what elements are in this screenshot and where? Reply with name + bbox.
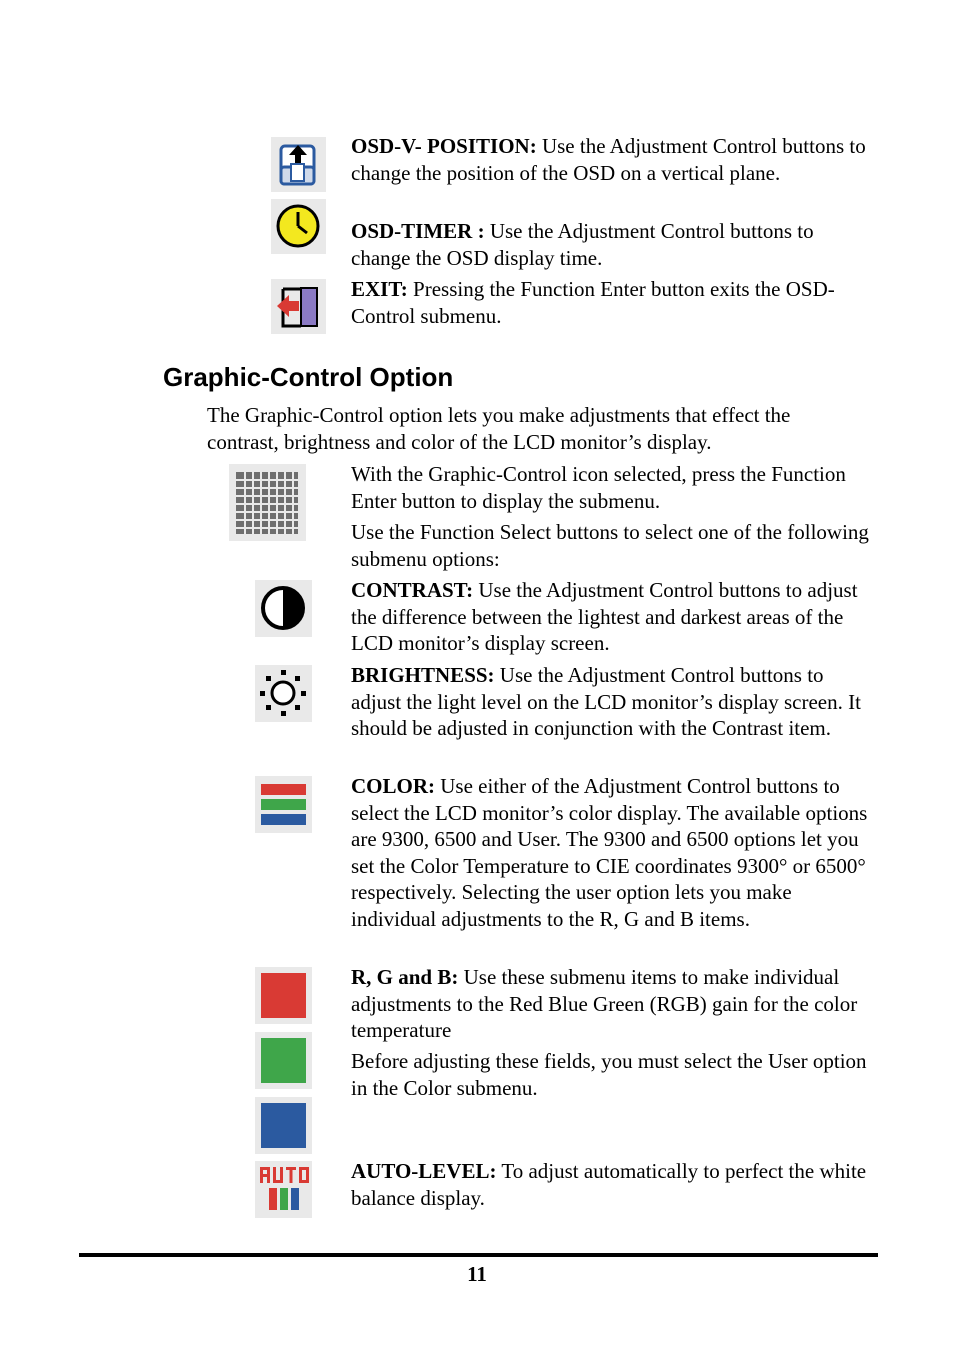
footer-rule bbox=[79, 1253, 878, 1257]
exit-title: EXIT: bbox=[351, 277, 408, 301]
rgb-note: Before adjusting these fields, you must select the User option in the Color submenu. bbox=[351, 1049, 867, 1100]
color-bars-icon bbox=[255, 776, 312, 833]
auto-level-text bbox=[351, 1158, 871, 1211]
osd-timer-text bbox=[351, 218, 871, 271]
exit-text bbox=[351, 276, 871, 329]
exit-desc: Pressing the Function Enter button exits the OSD-Control submenu. bbox=[351, 277, 835, 328]
osd-v-position-desc: Use the Adjustment Control buttons to change the position of the OSD on a vertical plane. bbox=[351, 134, 866, 185]
rgb-text bbox=[351, 964, 871, 1044]
graphic-control-grid-icon bbox=[229, 464, 306, 541]
graphic-control-instruction-2: Use the Function Select buttons to select one of the following submenu options: bbox=[351, 520, 869, 571]
osd-timer-title: OSD-TIMER : bbox=[351, 219, 485, 243]
osd-vertical-position-icon bbox=[271, 137, 326, 192]
color-title: COLOR: bbox=[351, 774, 435, 798]
contrast-title: CONTRAST: bbox=[351, 578, 474, 602]
graphic-control-instruction-1: With the Graphic-Control icon selected, press the Function Enter button to display the submenu. bbox=[351, 462, 846, 513]
section-heading: Graphic-Control Option bbox=[163, 362, 454, 392]
auto-level-desc: To adjust automatically to perfect the white balance display. bbox=[351, 1159, 867, 1210]
section-intro: The Graphic-Control option lets you make adjustments that effect the contrast, brightness and color of the LCD monitor’s display. bbox=[207, 403, 791, 454]
contrast-desc: Use the Adjustment Control buttons to adjust the difference between the lightest and darkest areas of the LCD monitor’s display screen. bbox=[351, 578, 858, 655]
osd-timer-desc: Use the Adjustment Control buttons to change the OSD display time. bbox=[351, 219, 814, 270]
brightness-desc: Use the Adjustment Control buttons to adjust the light level on the LCD monitor’s display screen. It should be adjusted in conjunction with the Contrast item. bbox=[351, 663, 861, 740]
osd-v-position-title: OSD-V- POSITION: bbox=[351, 134, 537, 158]
page-number: 11 bbox=[467, 1262, 487, 1286]
brightness-title: BRIGHTNESS: bbox=[351, 663, 495, 687]
green-square-icon bbox=[255, 1032, 312, 1089]
osd-v-position-text bbox=[351, 133, 871, 186]
rgb-title: R, G and B: bbox=[351, 965, 459, 989]
brightness-text bbox=[351, 662, 871, 742]
contrast-icon bbox=[255, 580, 312, 637]
brightness-sun-icon bbox=[255, 665, 312, 722]
exit-door-icon bbox=[271, 279, 326, 334]
blue-square-icon bbox=[255, 1097, 312, 1154]
red-square-icon bbox=[255, 967, 312, 1024]
auto-level-icon bbox=[255, 1161, 312, 1218]
contrast-text bbox=[351, 577, 871, 657]
rgb-desc: Use these submenu items to make individual adjustments to the Red Blue Green (RGB) gain for the color temperature bbox=[351, 965, 858, 1042]
color-text bbox=[351, 773, 871, 932]
clock-icon bbox=[271, 199, 326, 254]
color-desc: Use either of the Adjustment Control buttons to select the LCD monitor’s color display. The available options are 9300, 6500 and User. The 9300 and 6500 options let you set the Color Temperature to CIE coordinates 9300° or 6500° respectively. Selecting the user option lets you make individual adjustments to the R, G and B items. bbox=[351, 774, 868, 931]
auto-level-title: AUTO-LEVEL: bbox=[351, 1159, 497, 1183]
